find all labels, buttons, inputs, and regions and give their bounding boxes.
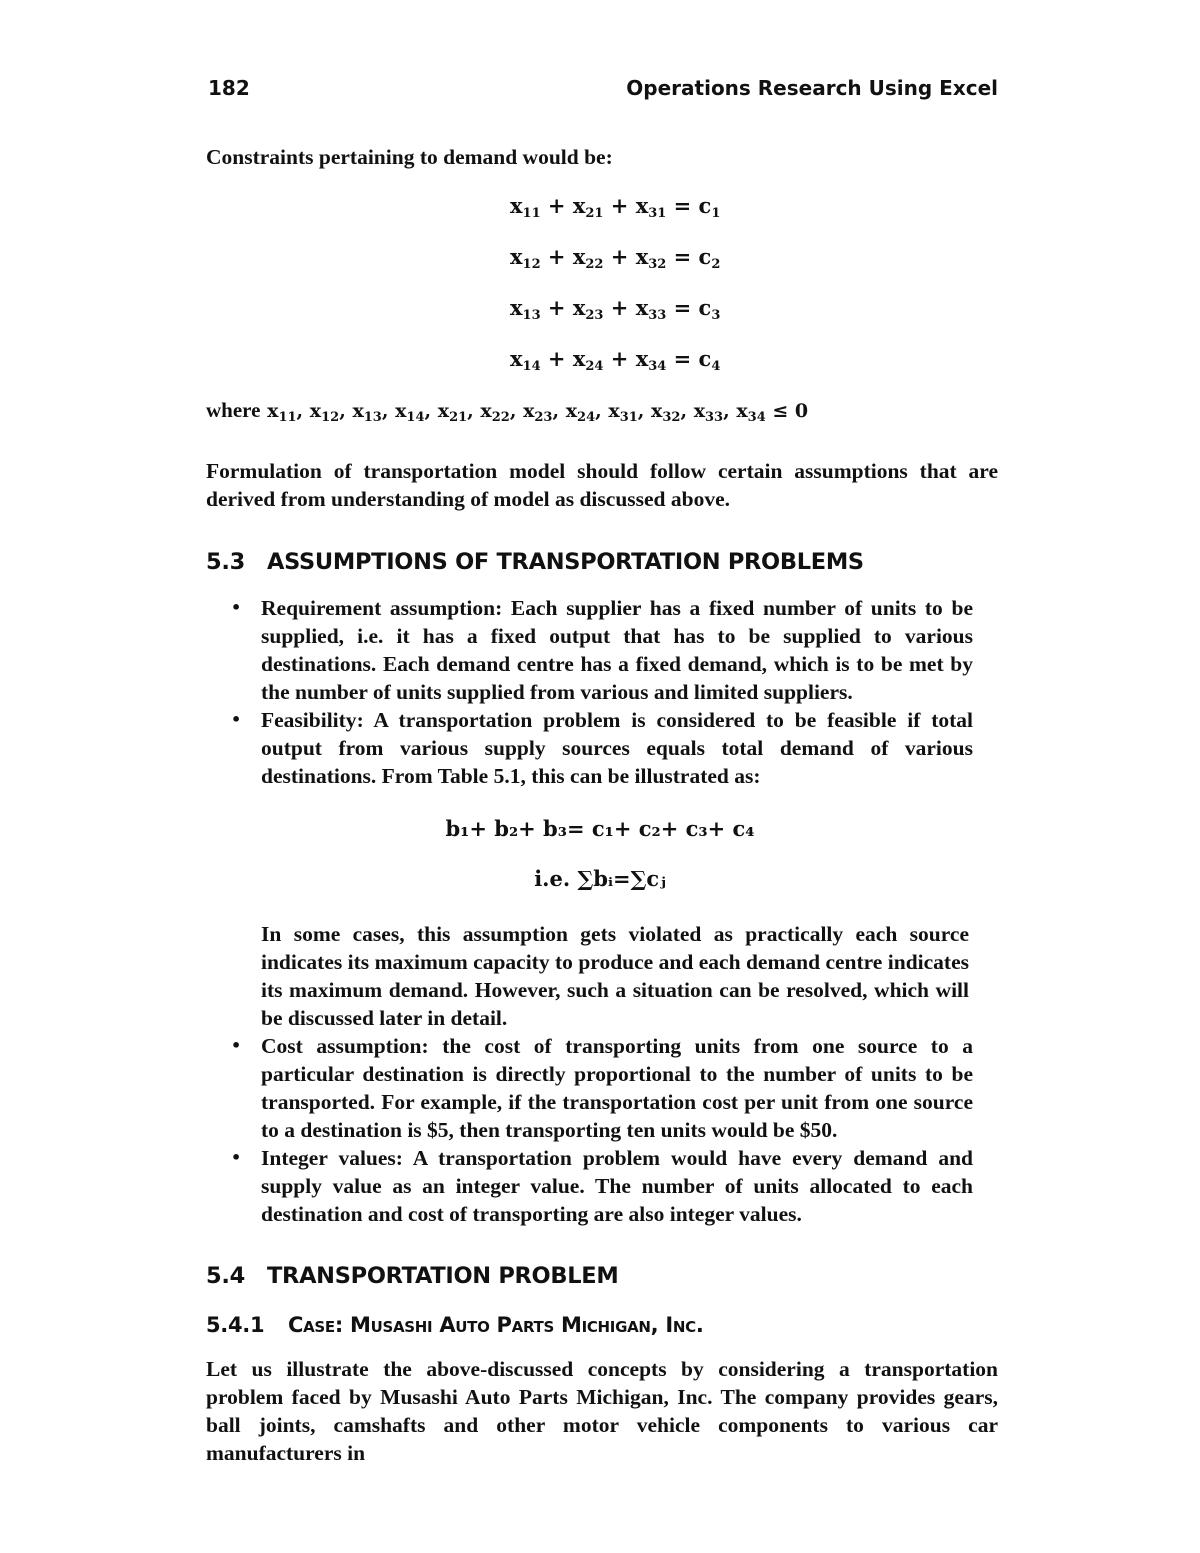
book-title: Operations Research Using Excel — [626, 76, 998, 100]
section-number: 5.3 — [206, 549, 245, 575]
math-term: $x_{21}$ — [437, 400, 468, 425]
bullet-text: the cost of transporting units from one source to a particular destination is directly proportional to the number of units to be transported. For example, if the transportation cost per unit from one source to a destination is $5, then transporting ten units would be $50. — [261, 1034, 973, 1142]
math-term: $x_{23}$ — [523, 400, 553, 425]
math-term: $x_{31}$ — [608, 400, 638, 425]
bullet-integer-values — [206, 1144, 973, 1228]
demand-equation: $x_{13} + x_{23} + x_{33} = c_3$ — [510, 295, 721, 323]
math-term: $x_{22}$ — [480, 400, 510, 425]
demand-intro: Constraints pertaining to demand would be: — [206, 145, 613, 169]
section-title: TRANSPORTATION PROBLEM — [267, 1263, 619, 1289]
case-paragraph: Let us illustrate the above-discussed concepts by considering a transportation problem faced by Musashi Auto Parts Michigan, Inc. The company provides gears, ball joints, camshafts and other motor vehicle components to various car manufacturers in — [206, 1357, 998, 1465]
math-term: $x_{32}$ — [651, 400, 681, 425]
formulation-paragraph: Formulation of transportation model should follow certain assumptions that are derived from understanding of model as discussed above. — [206, 459, 998, 511]
section-title: Case: Musashi Auto Parts Michigan, Inc. — [288, 1313, 704, 1337]
math-term: $c_1$ — [698, 193, 721, 221]
bullet-term: Feasibility — [261, 708, 357, 732]
math-term: $c_4$ — [698, 346, 721, 374]
feasibility-note: In some cases, this assumption gets violated as practically each source indicates its maximum capacity to produce and each demand centre indicates its maximum demand. However, such a situation can be resolved, which will be discussed later in detail. — [261, 922, 969, 1030]
demand-equation: $x_{14} + x_{24} + x_{34} = c_4$ — [510, 346, 721, 374]
feasibility-sum-equation: i.e. ∑bᵢ=∑cⱼ — [534, 866, 666, 891]
running-header — [208, 76, 998, 100]
math-term: $c_2$ — [698, 244, 721, 272]
section-number: 5.4 — [206, 1263, 245, 1289]
section-title: ASSUMPTIONS OF TRANSPORTATION PROBLEMS — [267, 549, 864, 575]
math-term: $x_{22}$ — [572, 244, 604, 272]
math-term: $x_{33}$ — [693, 400, 724, 425]
math-term: $x_{14}$ — [395, 400, 425, 425]
math-term: $x_{21}$ — [572, 193, 604, 221]
page-number: 182 — [208, 76, 250, 100]
math-term: $x_{14}$ — [510, 346, 541, 374]
bullet-text: : A transportation problem would have every demand and supply value as an integer value. The number of units allocated to each destination and cost of transporting are also integer values. — [261, 1146, 973, 1226]
feasibility-equation: b₁+ b₂+ b₃= c₁+ c₂+ c₃+ c₄ — [445, 816, 755, 841]
bullet-requirement-assumption — [206, 594, 973, 706]
bullet-term: Cost assumption: — [261, 1034, 429, 1058]
demand-equation: $x_{11} + x_{21} + x_{31} = c_1$ — [510, 193, 721, 221]
math-term: $x_{11}$ — [267, 400, 297, 425]
math-term: $x_{32}$ — [635, 244, 667, 272]
math-term: $x_{11}$ — [510, 193, 541, 221]
math-term: $x_{34}$ — [736, 400, 766, 425]
bullet-term: Requirement assumption — [261, 596, 496, 620]
nonnegativity-constraint — [206, 398, 808, 425]
math-term: $x_{34}$ — [635, 346, 667, 374]
math-term: $x_{24}$ — [572, 346, 604, 374]
nonnegativity-relation: ≤ 0 — [772, 400, 809, 422]
section-number: 5.4.1 — [206, 1313, 265, 1337]
subsection-heading-5-4-1 — [206, 1313, 704, 1337]
demand-equation: $x_{12} + x_{22} + x_{32} = c_2$ — [510, 244, 721, 272]
math-term: $x_{12}$ — [309, 400, 340, 425]
math-term: $x_{13}$ — [352, 400, 382, 425]
section-heading-5-4 — [206, 1263, 618, 1289]
assumptions-list — [206, 594, 998, 790]
bullet-cost-assumption — [206, 1032, 973, 1144]
math-term: $x_{33}$ — [635, 295, 667, 323]
bullet-text: : Each supplier has a fixed number of units to be supplied, i.e. it has a fixed output that has to be supplied to various destinations. Each demand centre has a fixed demand, which is to be met by the number of units supplied from various and limited suppliers. — [261, 596, 973, 704]
bullet-text: : A transportation problem is considered to be feasible if total output from various supply sources equals total demand of various destinations. From Table 5.1, this can be illustrated as: — [261, 708, 973, 788]
bullet-term: Integer values — [261, 1146, 396, 1170]
math-term: $x_{23}$ — [572, 295, 604, 323]
math-term: $x_{13}$ — [510, 295, 541, 323]
nonnegativity-variables: $x_{11}$, $x_{12}$, $x_{13}$, $x_{14}$, $x_{21}$, $x_{22}$, $x_{23}$, $x_{24}$, $x_{31}$, $x_{32}$, $x_{33}$, $x_{34}$ — [267, 400, 766, 425]
math-term: $x_{12}$ — [510, 244, 541, 272]
math-term: $c_3$ — [698, 295, 721, 323]
math-term: $x_{24}$ — [565, 400, 596, 425]
bullet-feasibility — [206, 706, 973, 790]
math-term: $x_{31}$ — [635, 193, 667, 221]
assumptions-list-continued — [206, 1032, 998, 1228]
where-label: where — [206, 398, 261, 422]
section-heading-5-3 — [206, 549, 864, 575]
